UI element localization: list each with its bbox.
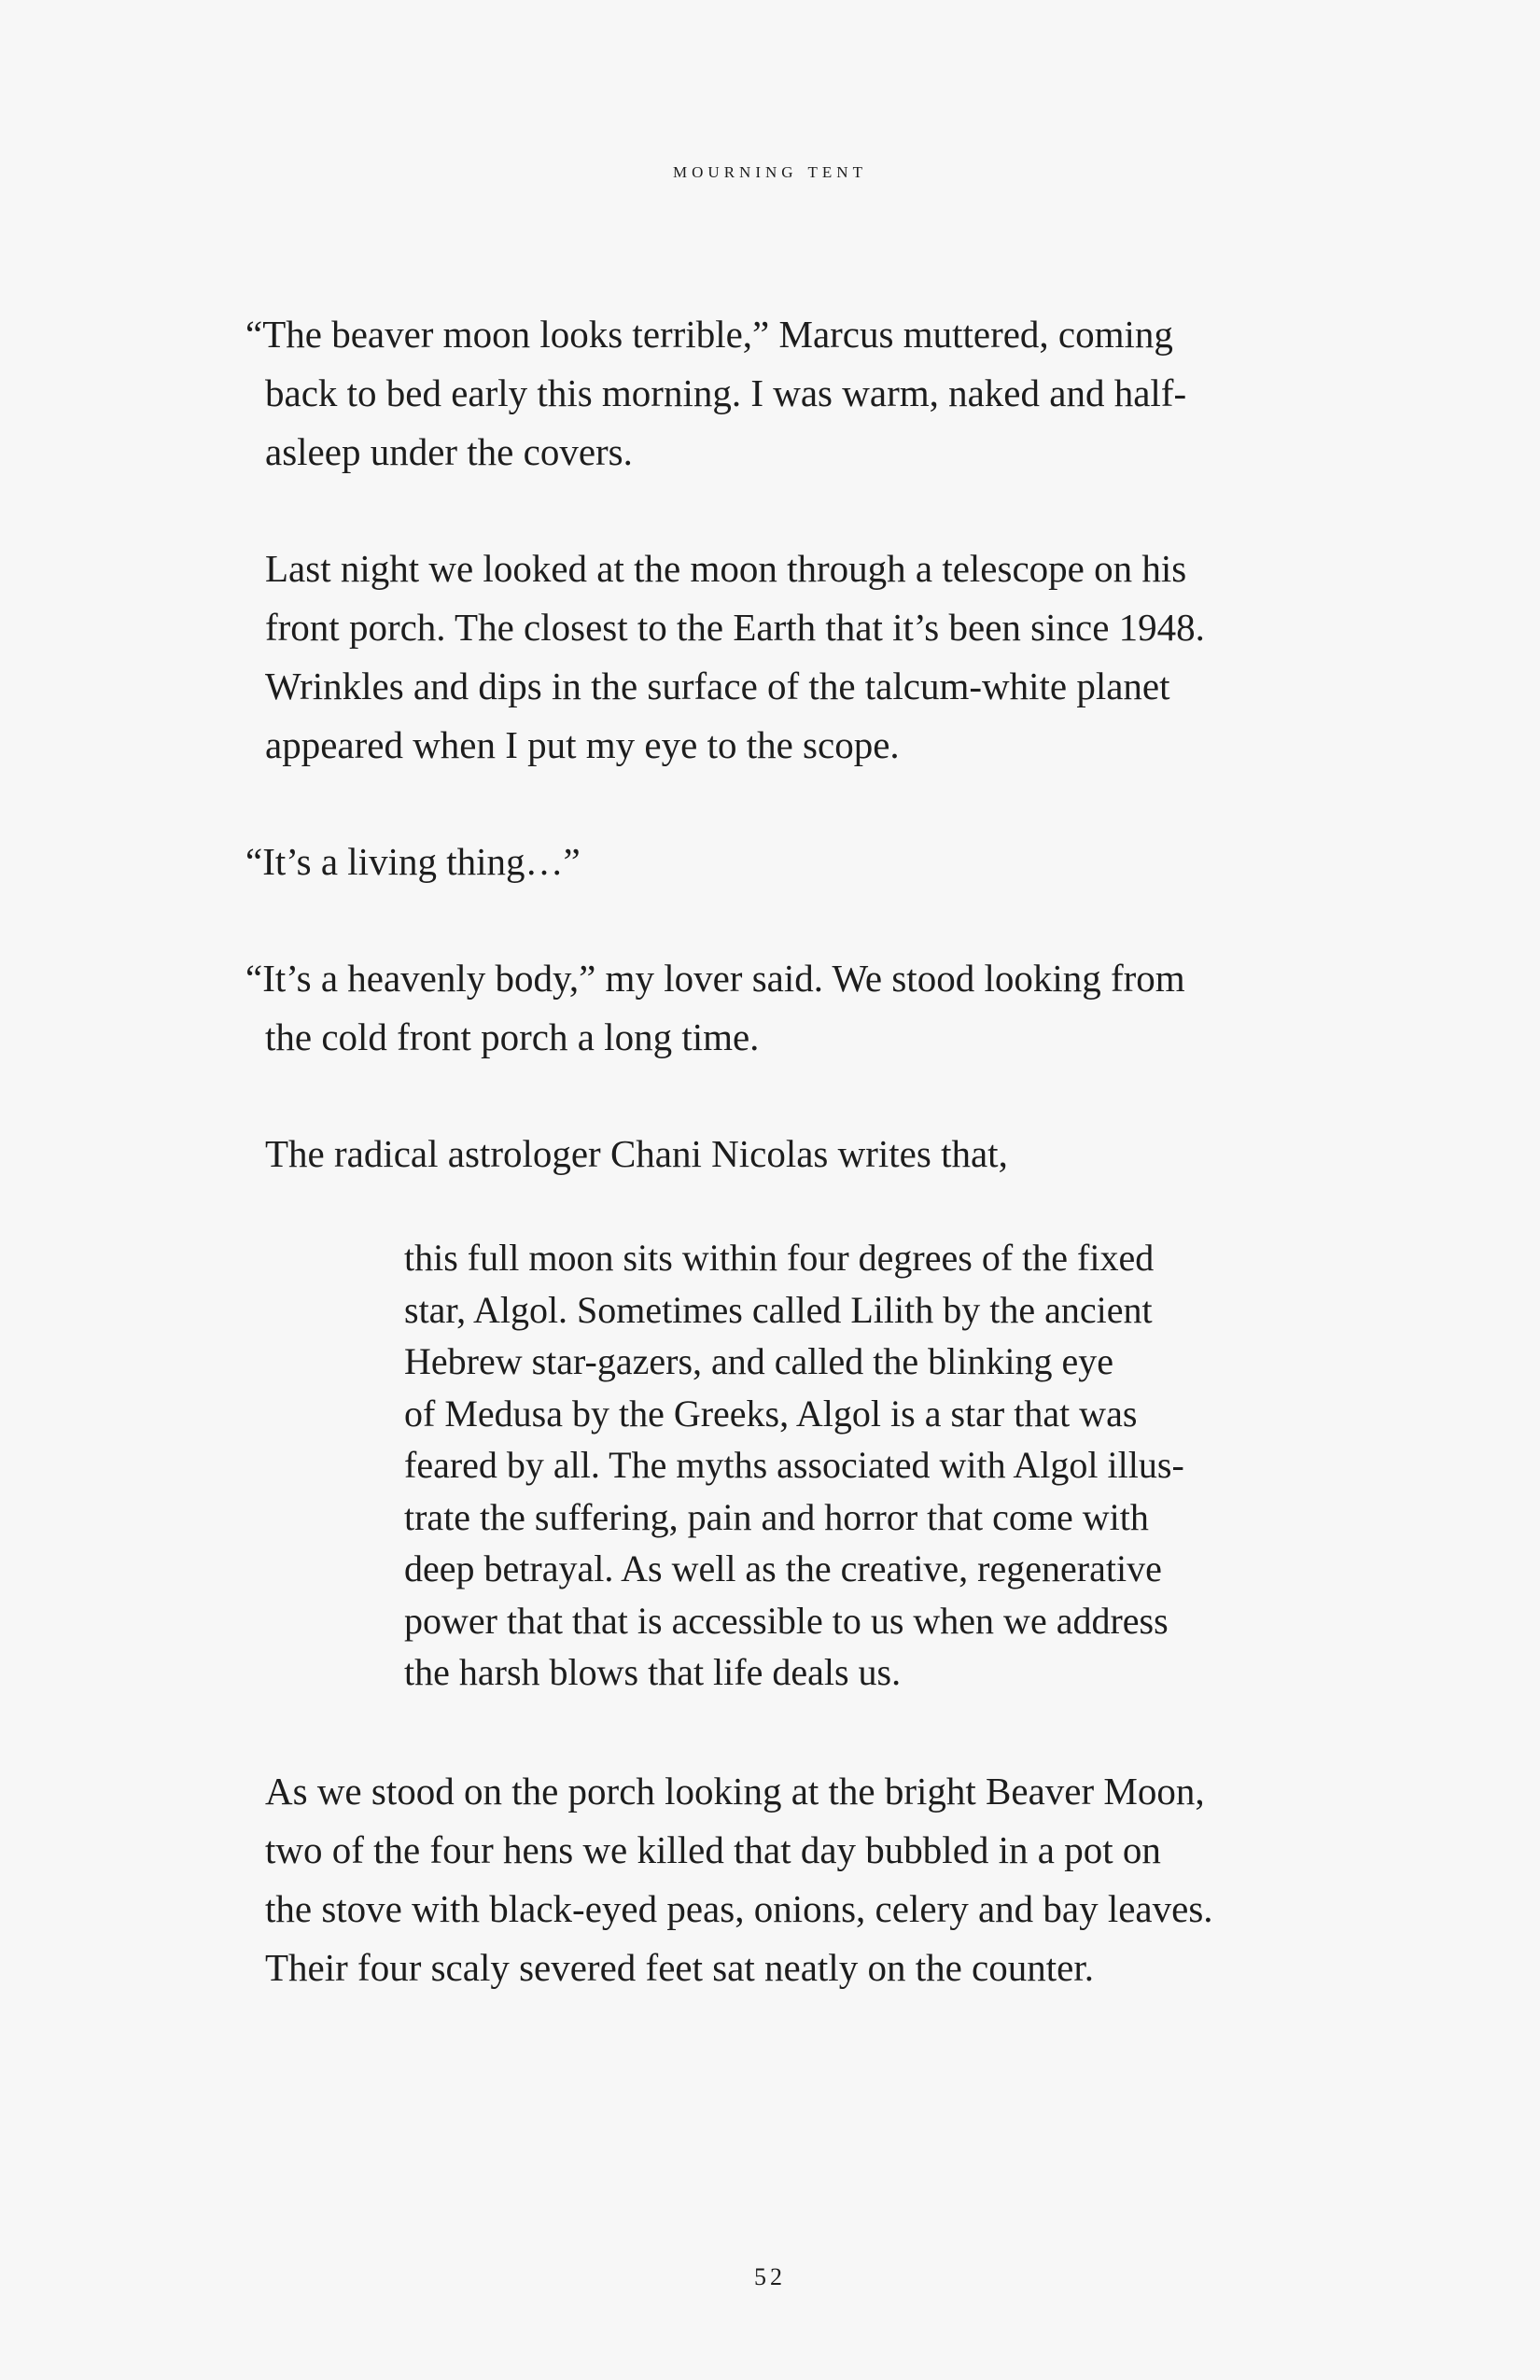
paragraph: “It’s a heavenly body,” my lover said. We stood looking from the cold front porch a long time. (245, 957, 1185, 1058)
paragraph: “The beaver moon looks terrible,” Marcus muttered, coming back to bed early this morning. I was warm, naked and half- asleep under the covers. (245, 313, 1187, 473)
paragraph: As we stood on the porch looking at the bright Beaver Moon, two of the four hens we killed that day bubbled in a pot on the stove with black-eyed peas, onions, celery and bay leaves. Their four scaly severed feet sat neatly on the counter. (265, 1769, 1213, 1989)
paragraph: Last night we looked at the moon through a telescope on his front porch. The closest to the Earth that it’s been since 1948. Wrinkles and dips in the surface of the talcum-white planet appeared when I put my eye to the scope. (265, 547, 1205, 766)
page-number: 52 (754, 2263, 786, 2290)
block-quote: this full moon sits within four degrees of the fixed star, Algol. Sometimes called Lilith by the ancient Hebrew star-gazers, and called the blinking eye of Medusa by the Greeks, Algol is a star that was feared by all. The myths associated with Algol illus- trate the suffering, pain and horror that come with deep betrayal. As well as the creative, regenerative power that that is accessible to us when we address the harsh blows that life deals us. (404, 1237, 1184, 1693)
paragraph: The radical astrologer Chani Nicolas writes that, (265, 1132, 1008, 1175)
paragraph: “It’s a living thing…” (245, 840, 581, 883)
body-text (245, 305, 1300, 2055)
running-head: mourning tent (673, 159, 867, 183)
